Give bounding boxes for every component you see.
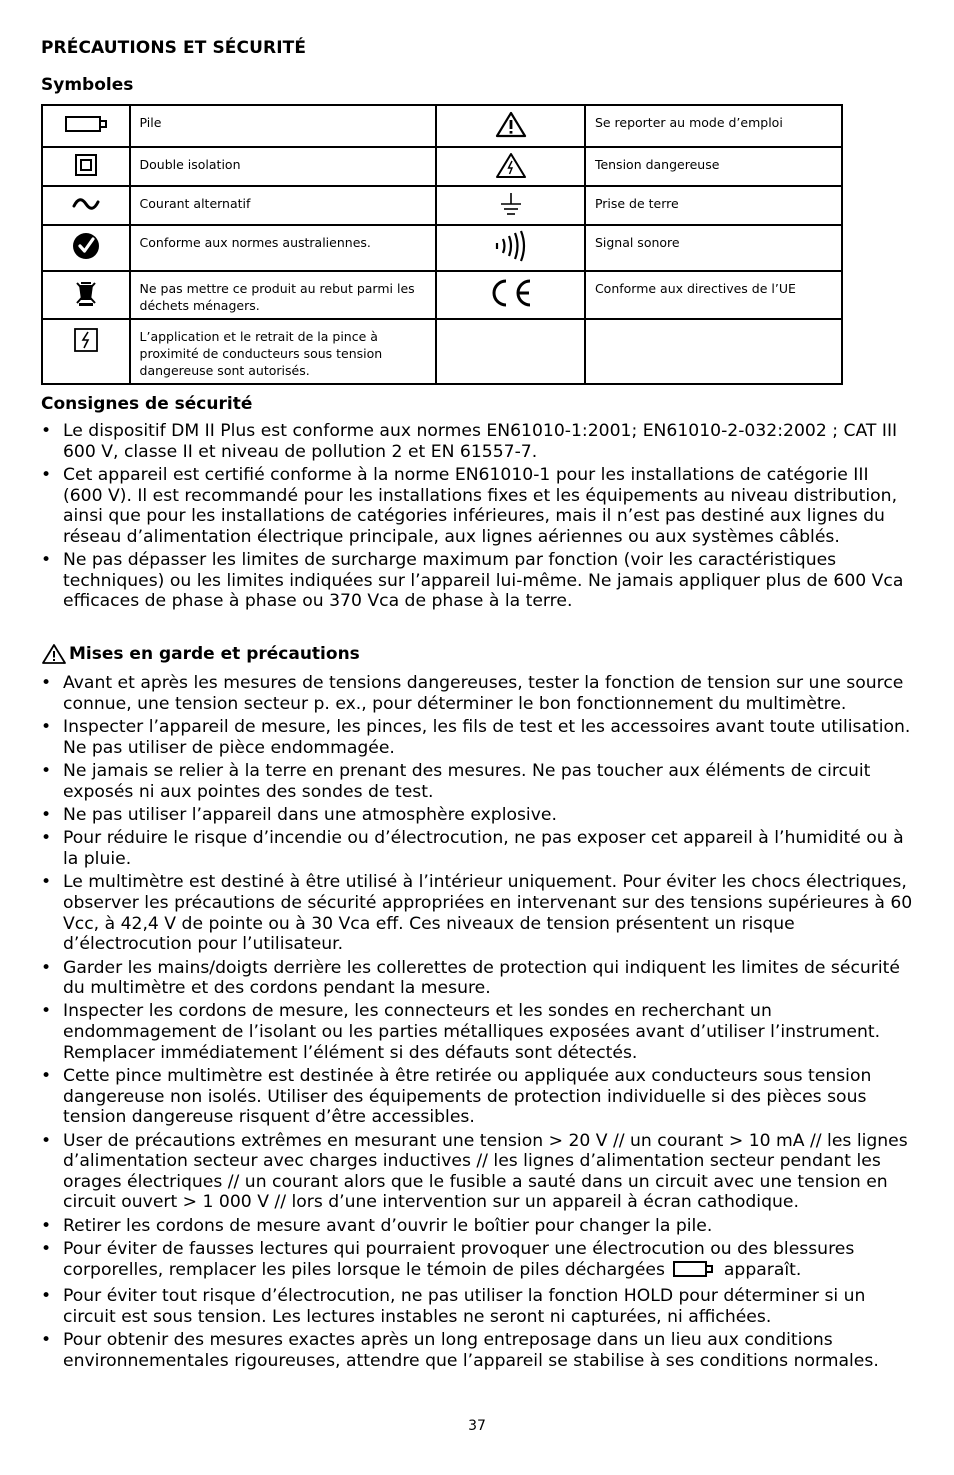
list-item: • Le multimètre est destiné à être utilisé à l’intérieur uniquement. Pour éviter les chocs électriques, observer les précautions de sécurité appropriées en intervenant sur des tensions supérieures à 60 Vcc, à 42,4 V de pointe ou à 30 Vca eff. Ces niveaux de tension présentent un risque d’électrocution pour l’utilisateur.	[41, 872, 913, 954]
symbol-desc: Conforme aux normes australiennes.	[130, 225, 437, 271]
empty-cell	[585, 319, 842, 384]
list-item: • Pour obtenir des mesures exactes après un long entreposage dans un lieu aux conditions environnementales rigoureuses, attendre que l’appareil se stabilise à ses conditions normales.	[41, 1330, 913, 1371]
list-item: • Retirer les cordons de mesure avant d’ouvrir le boîtier pour changer la pile.	[41, 1216, 913, 1237]
symbol-desc: L’application et le retrait de la pince à proximité de conducteurs sous tension dangereuse sont autorisés.	[130, 319, 437, 384]
list-item: • Pour éviter tout risque d’électrocution, ne pas utiliser la fonction HOLD pour déterminer si un circuit est sous tension. Les lectures instables ne seront ni capturées, ni affichées.	[41, 1286, 913, 1327]
table-row	[42, 105, 842, 147]
ac-current-icon	[42, 186, 130, 225]
dangerous-voltage-icon	[436, 147, 585, 186]
battery-item-text: Pour éviter de fausses lectures qui pourraient provoquer une électrocution ou des blessures corporelles, remplacer les piles lorsque le témoin de piles déchargées	[63, 1239, 855, 1280]
table-row	[42, 225, 842, 271]
table-row	[42, 186, 842, 225]
table-row	[42, 319, 842, 384]
ctick-icon	[42, 225, 130, 271]
table-row	[42, 271, 842, 319]
double-insulation-icon	[42, 147, 130, 186]
battery-icon	[672, 1260, 716, 1284]
list-item: • User de précautions extrêmes en mesurant une tension > 20 V // un courant > 10 mA // les lignes d’alimentation secteur avec charges inductives // les lignes d’alimentation secteur pendant les orages électriques // un courant alors que le fusible a sauté dans un circuit avec une tension en circuit ouvert > 1 000 V // lors d’une intervention sur un appareil à écran cathodique.	[41, 1131, 913, 1213]
list-item: • Le dispositif DM II Plus est conforme aux normes EN61010-1:2001; EN61010-2-032:2002 ; CAT III 600 V, classe II et niveau de pollution 2 et EN 61557-7.	[41, 421, 913, 462]
safety-heading: Consignes de sécurité	[41, 394, 253, 414]
list-item: • Avant et après les mesures de tensions dangereuses, tester la fonction de tension sur une source connue, une tension secteur p. ex., pour déterminer le bon fonctionnement du multimètre.	[41, 673, 913, 714]
symbol-desc: Double isolation	[130, 147, 437, 186]
page-title: PRÉCAUTIONS ET SÉCURITÉ	[41, 38, 307, 58]
list-item: • Inspecter l’appareil de mesure, les pinces, les fils de test et les accessoires avant toute utilisation. Ne pas utiliser de pièce endommagée.	[41, 717, 913, 758]
warning-triangle-icon	[436, 105, 585, 147]
beeper-icon	[436, 225, 585, 271]
battery-item-text-end: apparaît.	[723, 1259, 802, 1280]
list-item: • Ne jamais se relier à la terre en prenant des mesures. Ne pas toucher aux éléments de circuit exposés ni aux pointes des sondes de test.	[41, 761, 913, 802]
list-item: • Pour réduire le risque d’incendie ou d’électrocution, ne pas exposer cet appareil à l’humidité ou à la pluie.	[41, 828, 913, 869]
symbol-desc: Conforme aux directives de l’UE	[585, 271, 842, 319]
page-number: 37	[468, 1418, 486, 1434]
warning-triangle-icon	[41, 643, 67, 665]
earth-ground-icon	[436, 186, 585, 225]
symbol-desc: Pile	[130, 105, 437, 147]
weee-bin-icon	[42, 271, 130, 319]
empty-cell	[436, 319, 585, 384]
list-item: • Inspecter les cordons de mesure, les connecteurs et les sondes en recherchant un endommagement de l’isolant ou les parties métalliques exposées avant d’utiliser l’instrument. Remplacer immédiatement l’élément si des défauts sont détectés.	[41, 1001, 913, 1063]
live-conductor-icon	[42, 319, 130, 384]
safety-list	[41, 421, 913, 615]
list-item: • Garder les mains/doigts derrière les collerettes de protection qui indiquent les limites de sécurité du multimètre et des cordons pendant la mesure.	[41, 958, 913, 999]
warnings-list	[41, 673, 913, 1374]
symbol-desc: Tension dangereuse	[585, 147, 842, 186]
table-row	[42, 147, 842, 186]
ce-mark-icon	[436, 271, 585, 319]
symbol-desc: Signal sonore	[585, 225, 842, 271]
battery-icon	[42, 105, 130, 147]
symbols-table	[41, 104, 843, 385]
list-item: • Ne pas utiliser l’appareil dans une atmosphère explosive.	[41, 805, 913, 826]
warnings-heading-text: Mises en garde et précautions	[69, 644, 360, 664]
list-item: • Cet appareil est certifié conforme à la norme EN61010-1 pour les installations de catégorie III (600 V). Il est recommandé pour les installations fixes et les équipements au niveau distribution, ainsi que pour les installations de catégories inférieures, mais il n’est pas destiné aux lignes du réseau d’alimentation électrique principale, aux lignes aériennes ou aux systèmes câblés.	[41, 465, 913, 547]
symbols-heading: Symboles	[41, 75, 134, 95]
list-item: • Cette pince multimètre est destinée à être retirée ou appliquée aux conducteurs sous tension dangereuse non isolés. Utiliser des équipements de protection individuelle si des pièces sous tension dangereuse risquent d’être accessibles.	[41, 1066, 913, 1128]
warnings-heading	[41, 643, 360, 665]
symbol-desc: Courant alternatif	[130, 186, 437, 225]
list-item	[41, 1239, 913, 1283]
list-item: • Ne pas dépasser les limites de surcharge maximum par fonction (voir les caractéristiques techniques) ou les limites indiquées sur l’appareil lui-même. Ne jamais appliquer plus de 600 Vca efficaces de phase à phase ou 370 Vca de phase à la terre.	[41, 550, 913, 612]
symbol-desc: Ne pas mettre ce produit au rebut parmi les déchets ménagers.	[130, 271, 437, 319]
symbol-desc: Se reporter au mode d’emploi	[585, 105, 842, 147]
symbol-desc: Prise de terre	[585, 186, 842, 225]
